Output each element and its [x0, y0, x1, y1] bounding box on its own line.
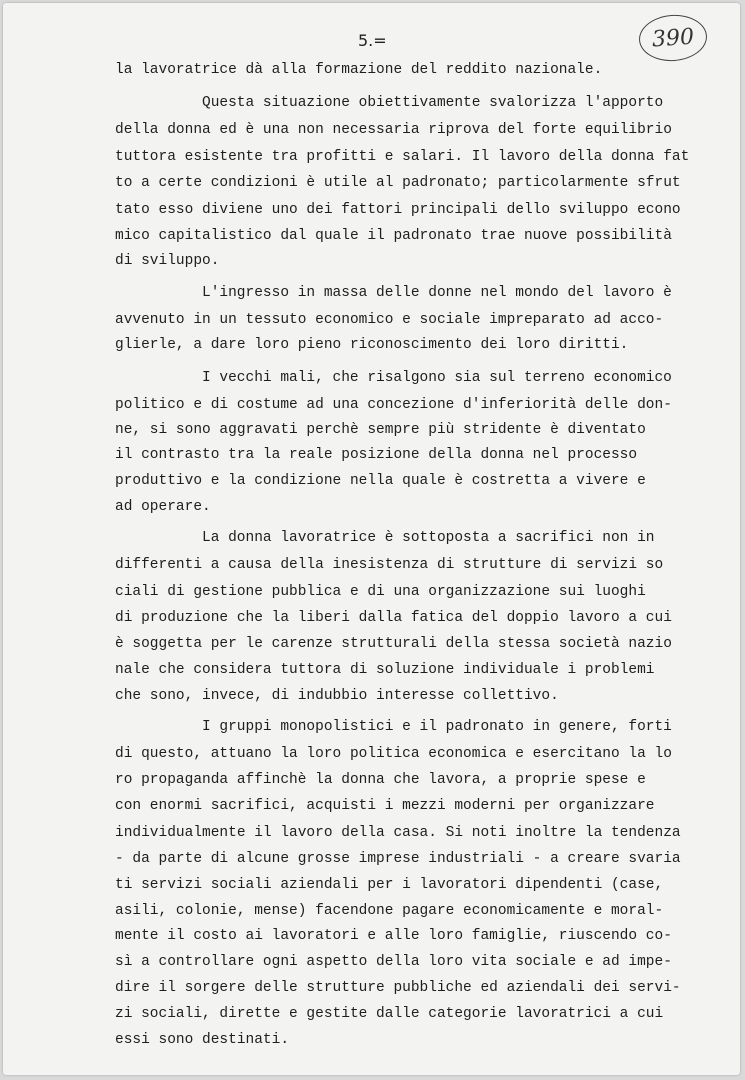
text-line: della donna ed è una non necessaria riprova del forte equilibrio — [115, 122, 672, 138]
text-line: è soggetta per le carenze strutturali della stessa società nazio — [115, 636, 672, 652]
text-line: ne, si sono aggravati perchè sempre più stridente è diventato — [115, 422, 646, 438]
text-line: Questa situazione obiettivamente svalorizza l'apporto — [202, 95, 664, 111]
text-line: di questo, attuano la loro politica economica e esercitano la lo — [115, 746, 672, 762]
text-line: glierle, a dare loro pieno riconoscimento dei loro diritti. — [115, 337, 629, 353]
text-line: I gruppi monopolistici e il padronato in genere, forti — [202, 719, 672, 735]
text-line: ciali di gestione pubblica e di una organizzazione sui luoghi — [115, 584, 646, 600]
text-line: con enormi sacrifici, acquisti i mezzi moderni per organizzare — [115, 798, 655, 814]
text-line: to a certe condizioni è utile al padronato; particolarmente sfrut — [115, 175, 681, 191]
page-number: 5.= — [358, 31, 387, 50]
text-line: individualmente il lavoro della casa. Si noti inoltre la tendenza — [115, 825, 681, 841]
text-line: essi sono destinati. — [115, 1032, 290, 1048]
text-line: avvenuto in un tessuto economico e sociale impreparato ad acco- — [115, 312, 664, 328]
text-line: tuttora esistente tra profitti e salari. Il lavoro della donna fat — [115, 149, 690, 165]
text-line: mico capitalistico dal quale il padronato trae nuove possibilità — [115, 228, 672, 244]
archive-number-stamp: 390 — [637, 13, 708, 64]
text-line: di produzione che la liberi dalla fatica del doppio lavoro a cui — [115, 610, 672, 626]
text-line: sì a controllare ogni aspetto della loro vita sociale e ad impe- — [115, 954, 672, 970]
text-line: mente il costo ai lavoratori e alle loro famiglie, riuscendo co- — [115, 928, 672, 944]
text-line: politico e di costume ad una concezione d'inferiorità delle don- — [115, 397, 672, 413]
text-line: nale che considera tuttora di soluzione individuale i problemi — [115, 662, 655, 678]
text-line: la lavoratrice dà alla formazione del reddito nazionale. — [115, 62, 603, 78]
text-line: il contrasto tra la reale posizione della donna nel processo — [115, 447, 638, 463]
text-line: ro propaganda affinchè la donna che lavora, a proprie spese e — [115, 772, 646, 788]
text-line: ad operare. — [115, 499, 211, 515]
text-line: La donna lavoratrice è sottoposta a sacrifici non in — [202, 530, 655, 546]
text-line: L'ingresso in massa delle donne nel mondo del lavoro è — [202, 285, 672, 301]
text-line: ti servizi sociali aziendali per i lavoratori dipendenti (case, — [115, 877, 664, 893]
text-line: dire il sorgere delle strutture pubbliche ed aziendali dei servi- — [115, 980, 681, 996]
text-line: zi sociali, dirette e gestite dalle categorie lavoratrici a cui — [115, 1006, 664, 1022]
text-line: differenti a causa della inesistenza di strutture di servizi so — [115, 557, 664, 573]
text-line: che sono, invece, di indubbio interesse collettivo. — [115, 688, 559, 704]
text-line: I vecchi mali, che risalgono sia sul terreno economico — [202, 370, 672, 386]
text-line: - da parte di alcune grosse imprese industriali - a creare svaria — [115, 851, 681, 867]
text-line: di sviluppo. — [115, 253, 220, 269]
text-line: tato esso diviene uno dei fattori principali dello sviluppo econo — [115, 202, 681, 218]
text-line: asili, colonie, mense) facendone pagare economicamente e moral- — [115, 903, 664, 919]
text-line: produttivo e la condizione nella quale è costretta a vivere e — [115, 473, 646, 489]
